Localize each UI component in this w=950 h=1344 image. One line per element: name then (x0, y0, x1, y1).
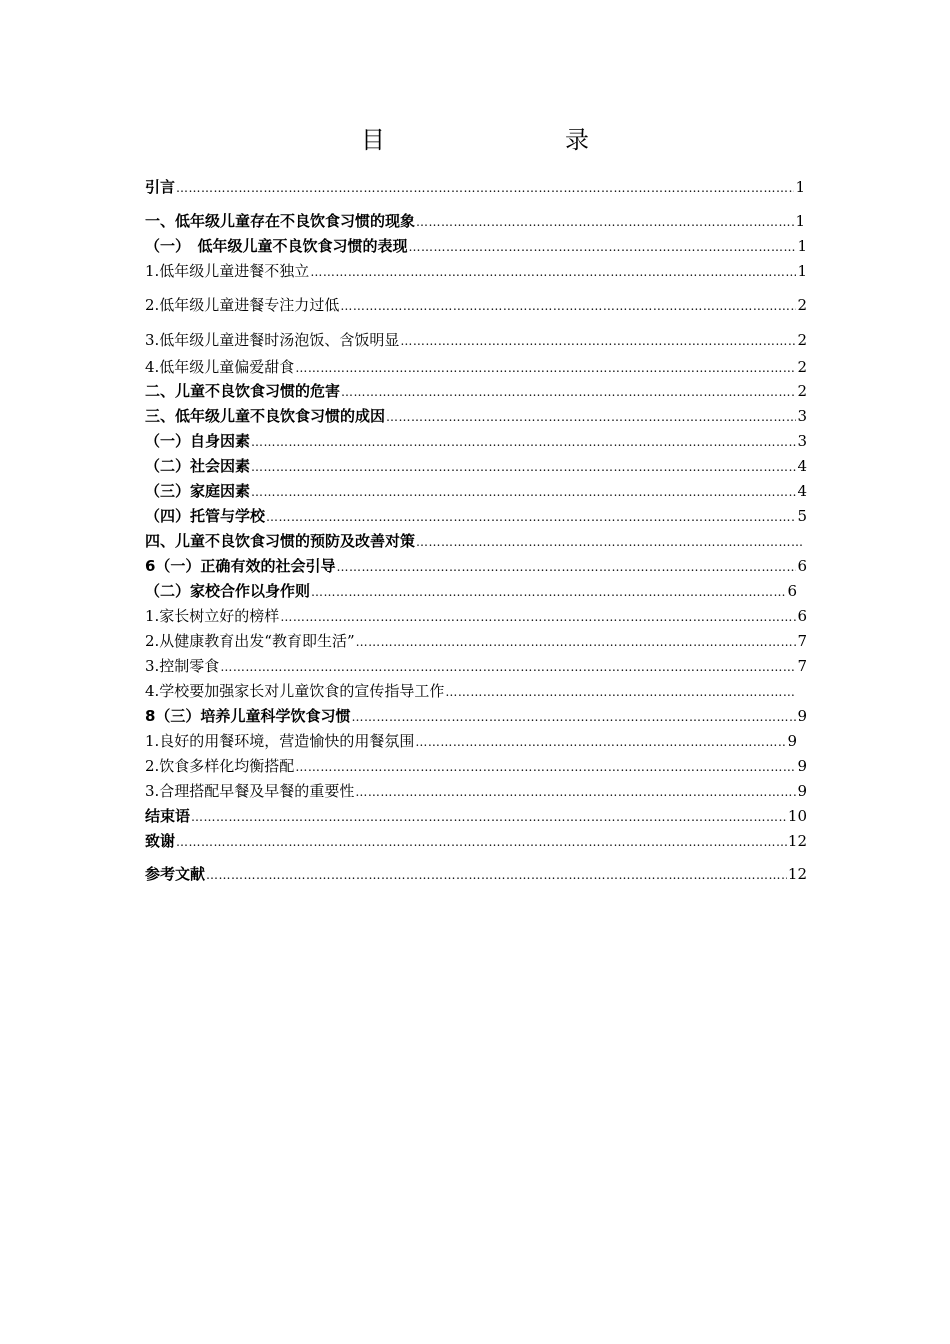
toc-entry[interactable] (145, 355, 807, 377)
toc-page-number: 6 (787, 582, 797, 600)
toc-leader-dots (340, 297, 796, 315)
toc-entry[interactable] (145, 679, 797, 701)
toc-entry-title: （一）自身因素 (145, 432, 251, 450)
toc-entry[interactable] (145, 328, 807, 350)
toc-leader-dots (355, 783, 796, 801)
toc-leader-dots (416, 533, 804, 551)
toc-leader-dots (220, 658, 796, 676)
toc-entry-title: 3.控制零食 (145, 657, 220, 675)
toc-page-number: 2 (797, 331, 807, 349)
toc-page-number: 1 (795, 178, 805, 196)
toc-entry-title: 致谢 (145, 832, 176, 850)
toc-entry[interactable] (145, 804, 807, 826)
toc-entry-title: 4.学校要加强家长对儿童饮食的宣传指导工作 (145, 682, 445, 700)
toc-entry-title: 一、低年级儿童存在不良饮食习惯的现象 (145, 212, 416, 230)
toc-page-number: 10 (787, 807, 807, 825)
toc-leader-dots (416, 213, 794, 231)
toc-entry[interactable] (145, 554, 807, 576)
toc-entry[interactable] (145, 704, 807, 726)
toc-page-number: 9 (797, 782, 807, 800)
toc-leader-dots (191, 808, 787, 826)
toc-entry-title: 2.饮食多样化均衡搭配 (145, 757, 295, 775)
toc-leader-dots (280, 608, 796, 626)
toc-leader-dots (351, 708, 796, 726)
toc-entry[interactable] (145, 259, 807, 281)
toc-entry[interactable] (145, 779, 807, 801)
toc-entry[interactable] (145, 754, 807, 776)
toc-entry-title: 8（三）培养儿童科学饮食习惯 (145, 707, 351, 725)
toc-leader-dots (341, 383, 796, 401)
toc-entry-title: （四）托管与学校 (145, 507, 266, 525)
toc-page-number: 12 (787, 865, 807, 883)
toc-leader-dots (251, 458, 796, 476)
toc-entry[interactable] (145, 579, 797, 601)
toc-page-number: 2 (797, 382, 807, 400)
toc-entry-title: 1.低年级儿童进餐不独立 (145, 262, 310, 280)
page-title: 目 录 (361, 126, 633, 154)
toc-entry[interactable] (145, 479, 807, 501)
toc-page-number: 12 (787, 832, 807, 850)
toc-entry[interactable] (145, 209, 805, 231)
toc-page-number: 1 (797, 237, 807, 255)
toc-leader-dots (251, 483, 796, 501)
toc-page-number: 2 (797, 358, 807, 376)
toc-leader-dots (176, 179, 794, 197)
toc-entry-title: 三、低年级儿童不良饮食习惯的成因 (145, 407, 386, 425)
toc-entry-title: （三）家庭因素 (145, 482, 251, 500)
toc-leader-dots (206, 866, 787, 884)
toc-entry[interactable] (145, 429, 807, 451)
toc-entry-title: （二）家校合作以身作则 (145, 582, 311, 600)
toc-entry[interactable] (145, 404, 807, 426)
toc-page-number: 9 (797, 757, 807, 775)
toc-leader-dots (400, 332, 796, 350)
toc-entry[interactable] (145, 629, 807, 651)
toc-page-number: 1 (795, 212, 805, 230)
toc-entry-title: 引言 (145, 178, 176, 196)
toc-leader-dots (415, 733, 786, 751)
toc-page-number: 7 (797, 632, 807, 650)
toc-leader-dots (311, 583, 786, 601)
toc-leader-dots (176, 833, 787, 851)
toc-leader-dots (266, 508, 796, 526)
toc-entry-title: 参考文献 (145, 865, 206, 883)
toc-page-number: 9 (797, 707, 807, 725)
toc-entry-title: 1.良好的用餐环境，营造愉快的用餐氛围 (145, 732, 415, 750)
toc-page-number: 3 (797, 432, 807, 450)
toc-leader-dots (409, 238, 797, 256)
toc-page-number: 3 (797, 407, 807, 425)
toc-leader-dots (336, 558, 796, 576)
toc-page-number: 4 (797, 482, 807, 500)
toc-page-number: 2 (797, 296, 807, 314)
toc-entry[interactable] (145, 379, 807, 401)
toc-entry-title: 6（一）正确有效的社会引导 (145, 557, 336, 575)
toc-entry[interactable] (145, 175, 805, 197)
toc-entry[interactable] (145, 504, 807, 526)
toc-entry-title: （二）社会因素 (145, 457, 251, 475)
toc-page-number: 4 (797, 457, 807, 475)
toc-entry-title: 3.合理搭配早餐及早餐的重要性 (145, 782, 355, 800)
toc-page-number: 5 (797, 507, 807, 525)
toc-entry-title: 二、儿童不良饮食习惯的危害 (145, 382, 341, 400)
toc-entry-title: 4.低年级儿童偏爱甜食 (145, 358, 295, 376)
toc-entry-title: 结束语 (145, 807, 191, 825)
toc-entry-title: 3.低年级儿童进餐时汤泡饭、含饭明显 (145, 331, 400, 349)
toc-entry[interactable] (145, 654, 807, 676)
toc-page-number: 1 (797, 262, 807, 280)
toc-leader-dots (356, 633, 797, 651)
toc-entry[interactable] (145, 604, 807, 626)
toc-leader-dots (386, 408, 796, 426)
toc-page-number: 7 (797, 657, 807, 675)
toc-entry-title: （一） 低年级儿童不良饮食习惯的表现 (145, 237, 408, 255)
toc-leader-dots (310, 263, 796, 281)
toc-entry[interactable] (145, 829, 807, 851)
toc-entry-title: 1.家长树立好的榜样 (145, 607, 280, 625)
toc-leader-dots (445, 683, 796, 701)
toc-entry[interactable] (145, 234, 807, 256)
toc-entry-title: 2.从健康教育出发“教育即生活” (145, 632, 355, 650)
toc-leader-dots (295, 359, 796, 377)
toc-page-number: 6 (797, 607, 807, 625)
toc-entry-title: 四、儿童不良饮食习惯的预防及改善对策 (145, 532, 416, 550)
toc-entry[interactable] (145, 293, 807, 315)
toc-page-number: 6 (797, 557, 807, 575)
toc-entry[interactable] (145, 454, 807, 476)
toc-entry-title: 2.低年级儿童进餐专注力过低 (145, 296, 340, 314)
toc-page-number: 9 (787, 732, 797, 750)
toc-leader-dots (251, 433, 796, 451)
toc-entry[interactable] (145, 529, 805, 551)
toc-entry[interactable] (145, 729, 797, 751)
toc-leader-dots (295, 758, 796, 776)
toc-entry[interactable] (145, 862, 807, 884)
